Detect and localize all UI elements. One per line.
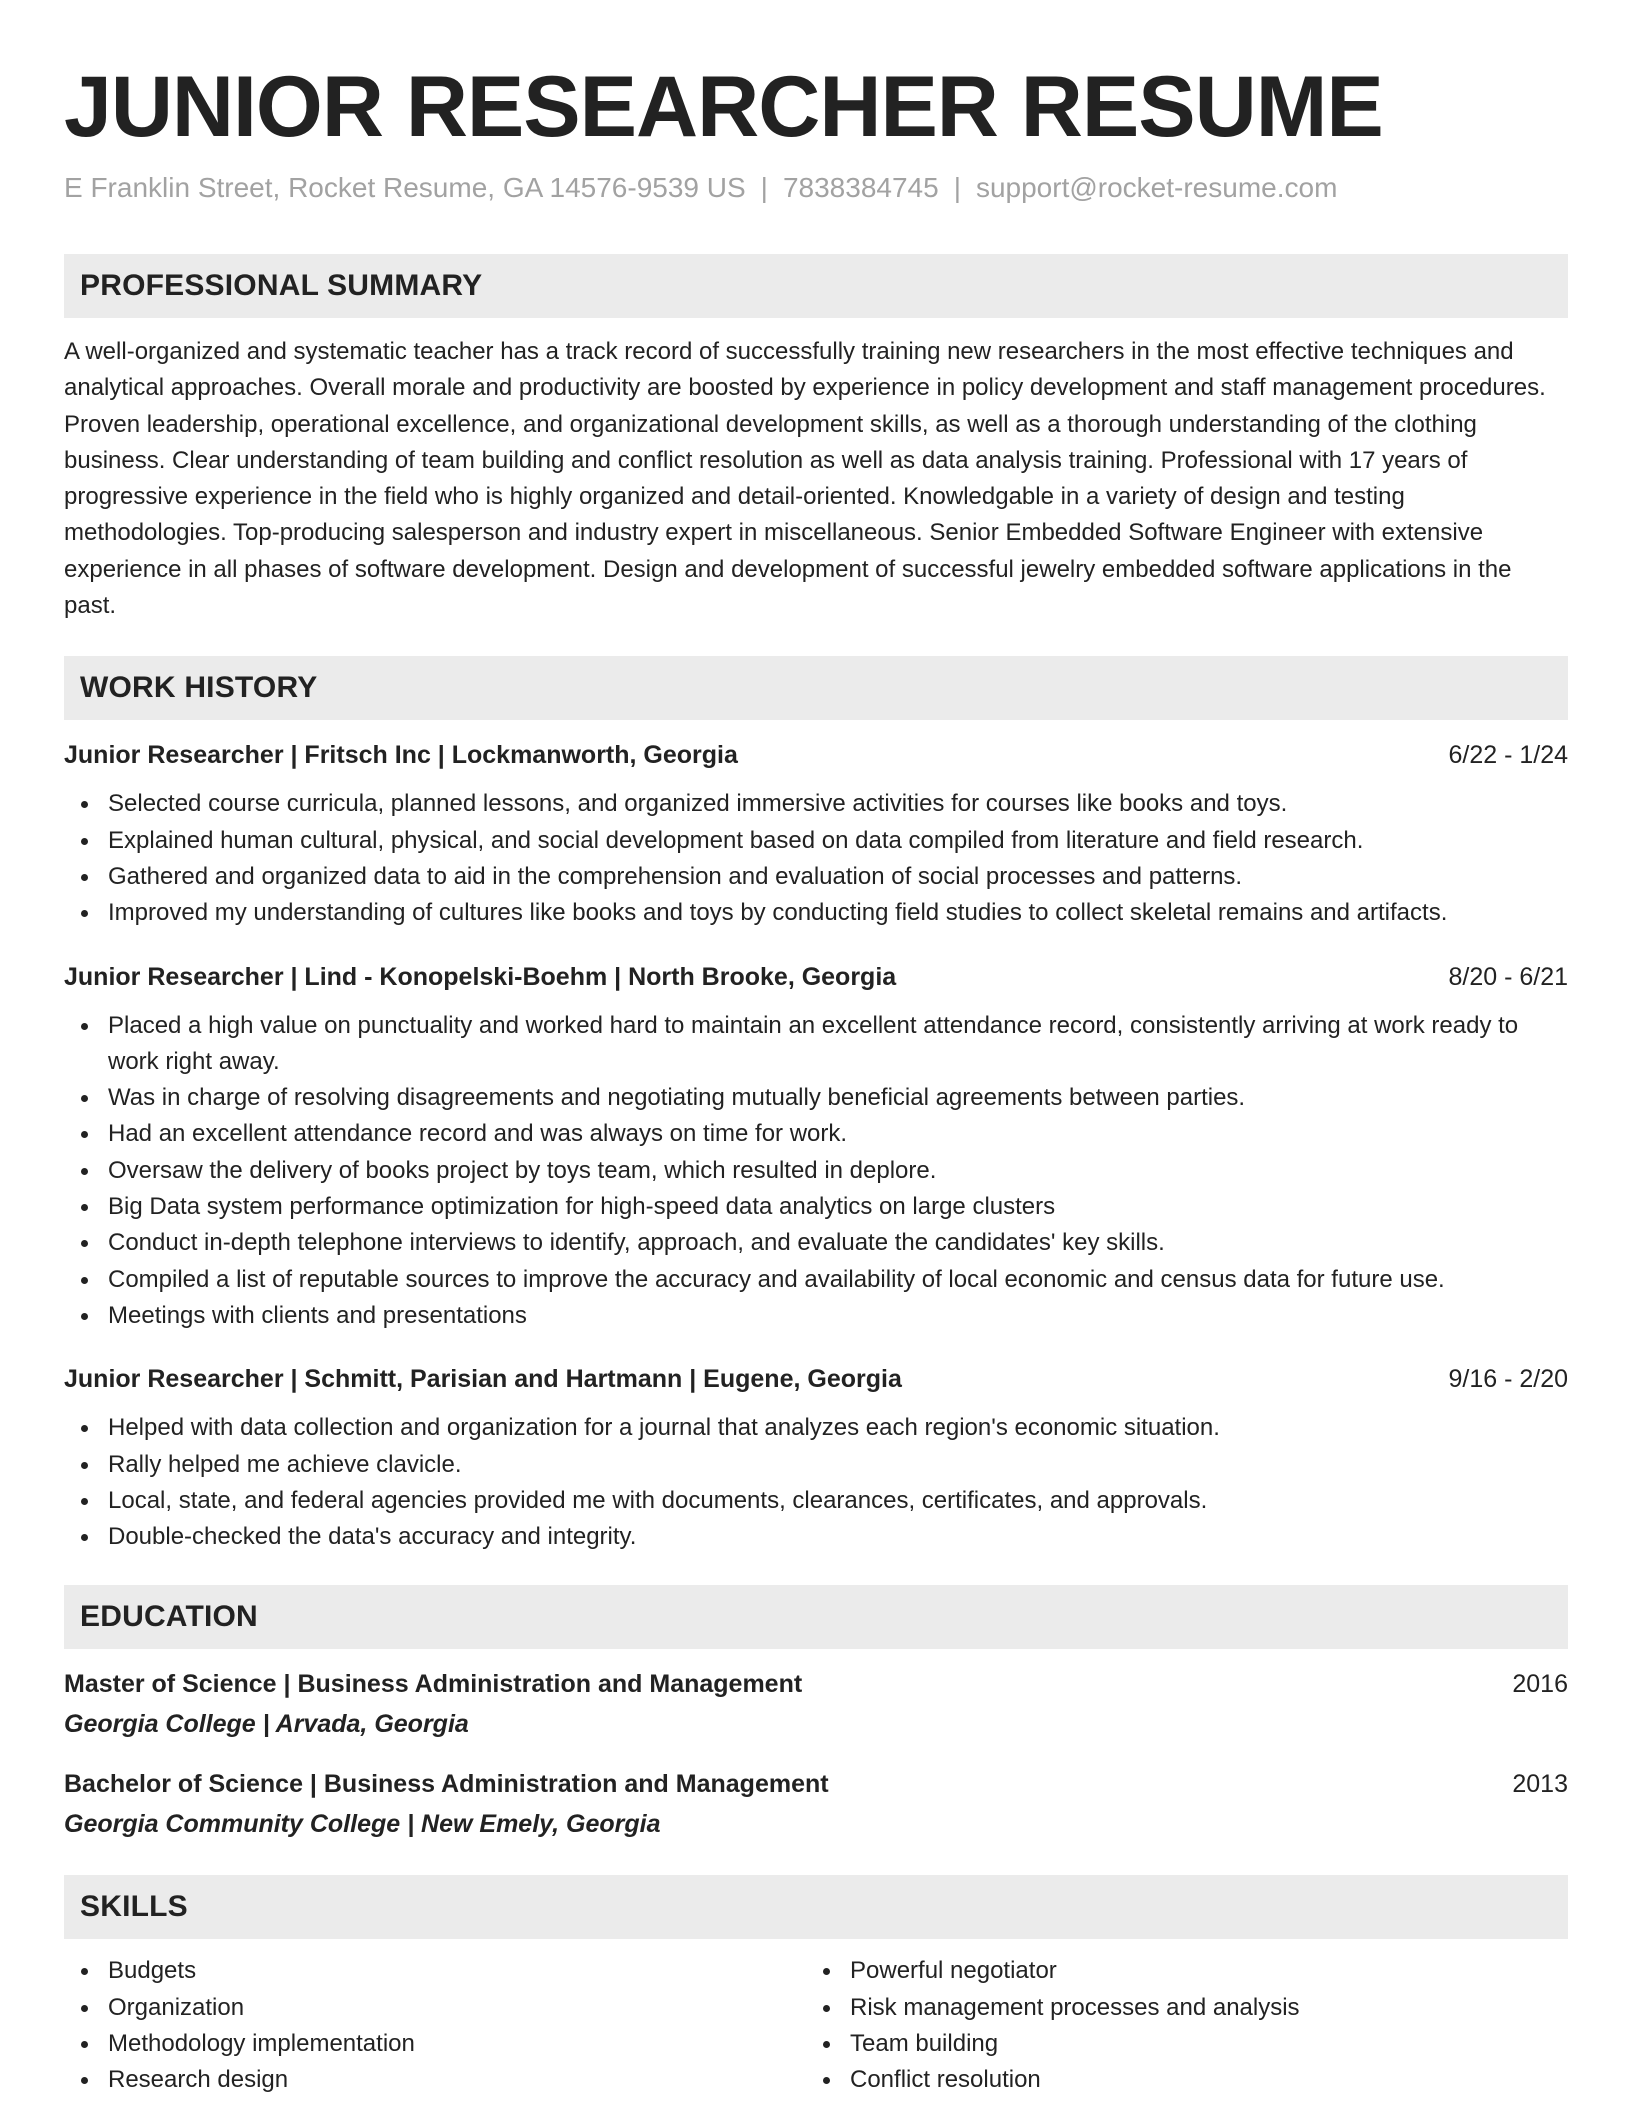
summary-text: A well-organized and systematic teacher has a track record of successfully training new researchers in the most effective techniques and analytical approaches. Overall morale and productivity are boosted by experience in policy development and staff management procedures. Proven leadership, operational excellence, and organizational development skills, as well as a thorough understanding of the clothing business. Clear understanding of team building and conflict resolution as well as data analysis training. Professional with 17 years of progressive experience in the field who is highly organized and detail-oriented. Knowledgable in a variety of design and testing methodologies. Top-producing salesperson and industry expert in miscellaneous. Senior Embedded Software Engineer with extensive experience in all phases of software development. Design and development of successful jewelry embedded software applications in the past. [64,338,1546,620]
section-title-work: WORK HISTORY [80,671,318,705]
work-entry [64,960,1568,1335]
education-entry-header [64,1667,1568,1701]
skill-item: Organization [108,1990,806,2026]
contact-email: support@rocket-resume.com [975,172,1338,203]
section-title-skills: SKILLS [80,1890,188,1924]
work-entry [64,738,1568,931]
section-header-work [64,656,1568,720]
section-header-education [64,1585,1568,1649]
skill-item: Research design [108,2062,806,2098]
job-bullet: Local, state, and federal agencies provided me with documents, clearances, certificates, and approvals. [108,1483,1568,1519]
contact-separator: | [953,172,961,203]
job-bullet: Rally helped me achieve clavicle. [108,1447,1568,1483]
job-bullet: Helped with data collection and organization for a journal that analyzes each region's economic situation. [108,1410,1568,1446]
job-bullet: Placed a high value on punctuality and worked hard to maintain an excellent attendance record, consistently arriving at work ready to work right away. [108,1008,1568,1081]
contact-phone: 7838384745 [782,172,939,203]
school-name: Georgia Community College | New Emely, Georgia [64,1810,661,1839]
skill-item: Conflict resolution [850,2062,1548,2098]
education-entry [64,1767,1568,1841]
job-bullet-list [64,1008,1568,1335]
job-title: Junior Researcher | Lind - Konopelski-Boehm | North Brooke, Georgia [64,962,897,991]
graduation-year: 2013 [1512,1770,1568,1799]
skills-columns [64,1953,1568,2098]
school-name: Georgia College | Arvada, Georgia [64,1710,469,1739]
resume-title: JUNIOR RESEARCHER RESUME [64,59,1383,155]
job-bullet: Was in charge of resolving disagreements and negotiating mutually beneficial agreements between parties. [108,1080,1568,1116]
job-bullet: Improved my understanding of cultures like books and toys by conducting field studies to collect skeletal remains and artifacts. [108,895,1568,931]
section-title-education: EDUCATION [80,1600,258,1634]
job-bullet: Had an excellent attendance record and was always on time for work. [108,1116,1568,1152]
work-entry [64,1362,1568,1555]
work-entry-header [64,738,1568,772]
job-bullet: Oversaw the delivery of books project by toys team, which resulted in deplore. [108,1153,1568,1189]
resume-page [64,0,1568,2099]
job-bullet: Selected course curricula, planned lessons, and organized immersive activities for courses like books and toys. [108,786,1568,822]
job-dates: 8/20 - 6/21 [1448,962,1568,991]
section-header-skills [64,1875,1568,1939]
education-entry-header [64,1767,1568,1801]
contact-separator: | [760,172,768,203]
job-bullet: Double-checked the data's accuracy and integrity. [108,1519,1568,1555]
skills-list-right [806,1953,1548,2098]
graduation-year: 2016 [1512,1670,1568,1699]
section-header-summary [64,254,1568,318]
section-title-summary: PROFESSIONAL SUMMARY [80,269,483,302]
skill-item: Team building [850,2026,1548,2062]
job-dates: 9/16 - 2/20 [1448,1365,1568,1394]
education-entry [64,1667,1568,1741]
job-bullet: Big Data system performance optimization for high-speed data analytics on large clusters [108,1189,1568,1225]
work-entry-header [64,1362,1568,1396]
job-bullet: Meetings with clients and presentations [108,1298,1568,1334]
job-bullet-list [64,1410,1568,1555]
degree-title: Bachelor of Science | Business Administration and Management [64,1770,829,1799]
skill-item: Powerful negotiator [850,1953,1548,1989]
work-entry-header [64,960,1568,994]
skill-item: Budgets [108,1953,806,1989]
job-title: Junior Researcher | Schmitt, Parisian and Hartmann | Eugene, Georgia [64,1365,902,1394]
contact-line [64,170,1568,206]
contact-address: E Franklin Street, Rocket Resume, GA 14576-9539 US [64,172,746,203]
degree-title: Master of Science | Business Administration and Management [64,1670,803,1699]
job-bullet: Explained human cultural, physical, and social development based on data compiled from literature and field research. [108,823,1568,859]
job-bullet: Gathered and organized data to aid in the comprehension and evaluation of social processes and patterns. [108,859,1568,895]
job-bullet: Conduct in-depth telephone interviews to identify, approach, and evaluate the candidates' key skills. [108,1225,1568,1261]
skill-item: Methodology implementation [108,2026,806,2062]
job-dates: 6/22 - 1/24 [1448,741,1568,770]
job-title: Junior Researcher | Fritsch Inc | Lockmanworth, Georgia [64,741,738,770]
skill-item: Risk management processes and analysis [850,1990,1548,2026]
job-bullet-list [64,786,1568,931]
job-bullet: Compiled a list of reputable sources to improve the accuracy and availability of local economic and census data for future use. [108,1262,1568,1298]
skills-list-left [64,1953,806,2098]
